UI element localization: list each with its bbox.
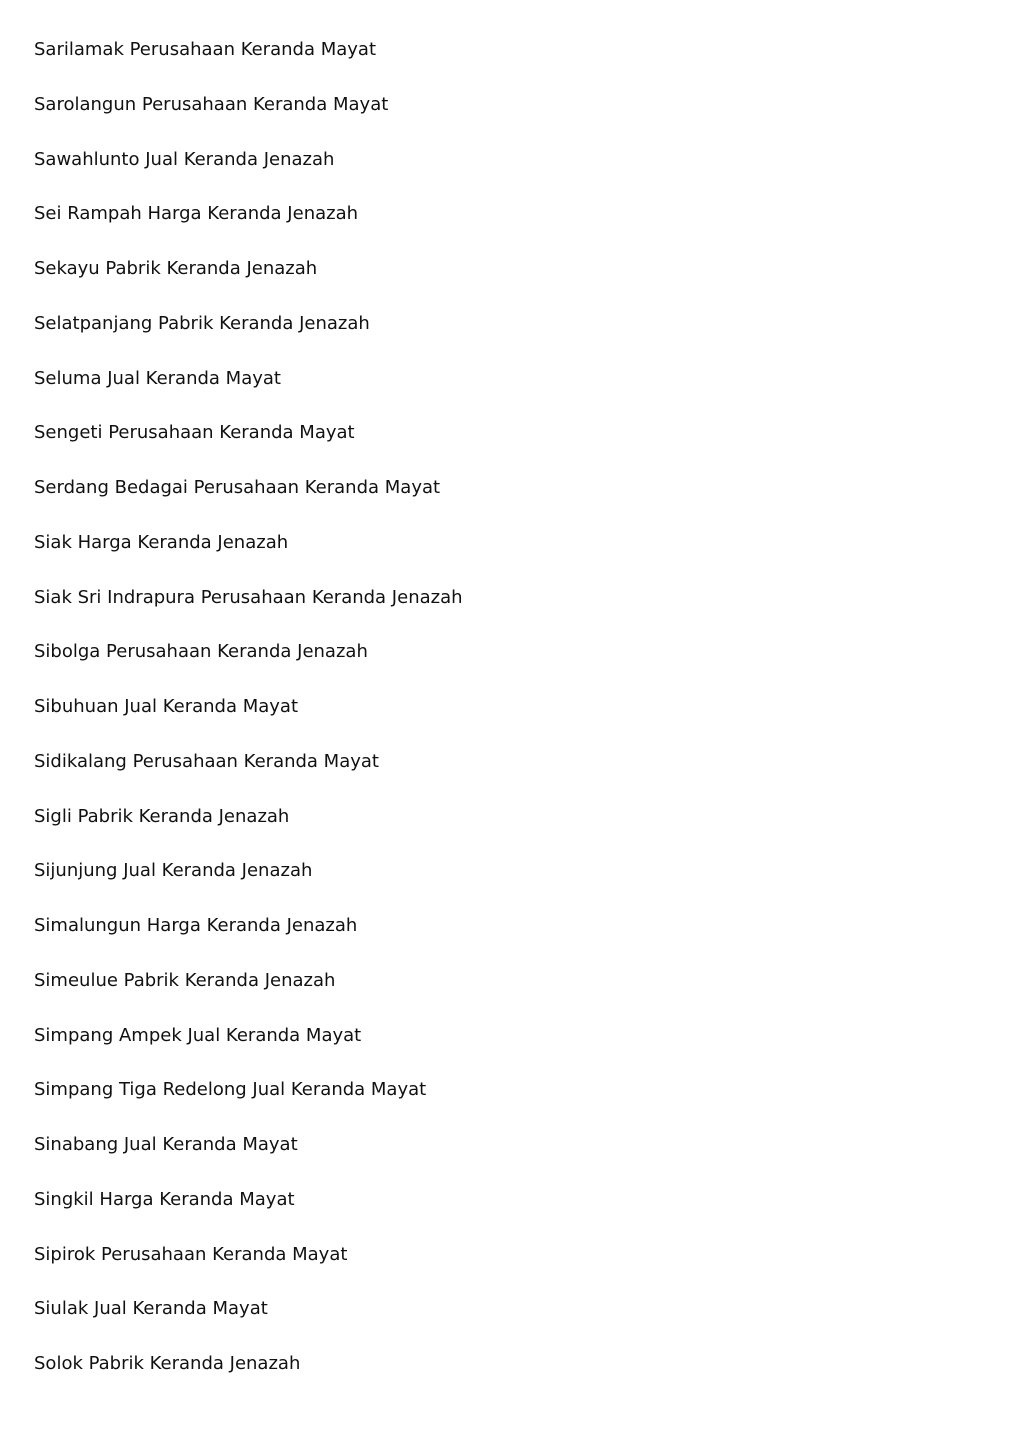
text-line: Sarilamak Perusahaan Keranda Mayat	[34, 39, 376, 60]
text-line: Solok Pabrik Keranda Jenazah	[34, 1353, 301, 1374]
text-line: Sipirok Perusahaan Keranda Mayat	[34, 1243, 348, 1265]
text-line: Sibolga Perusahaan Keranda Jenazah	[34, 641, 368, 663]
text-line: Siulak Jual Keranda Mayat	[34, 1298, 268, 1320]
text-line: Sei Rampah Harga Keranda Jenazah	[34, 203, 359, 225]
text-line: Simpang Ampek Jual Keranda Mayat	[34, 1024, 362, 1046]
text-line: Sengeti Perusahaan Keranda Mayat	[34, 422, 355, 444]
text-line: Simalungun Harga Keranda Jenazah	[34, 915, 358, 936]
text-line: Sarolangun Perusahaan Keranda Mayat	[34, 93, 389, 115]
text-line: Sinabang Jual Keranda Mayat	[34, 1134, 298, 1155]
text-line: Simpang Tiga Redelong Jual Keranda Mayat	[34, 1079, 427, 1101]
text-line: Selatpanjang Pabrik Keranda Jenazah	[34, 312, 370, 334]
text-line: Sibuhuan Jual Keranda Mayat	[34, 696, 299, 717]
text-line: Sawahlunto Jual Keranda Jenazah	[34, 148, 335, 170]
text-line: Siak Sri Indrapura Perusahaan Keranda Jenazah	[34, 586, 463, 608]
text-line: Sidikalang Perusahaan Keranda Mayat	[34, 750, 379, 772]
text-line: Simeulue Pabrik Keranda Jenazah	[34, 969, 336, 991]
text-line: Siak Harga Keranda Jenazah	[34, 531, 289, 553]
text-line: Serdang Bedagai Perusahaan Keranda Mayat	[34, 477, 441, 498]
text-line: Sigli Pabrik Keranda Jenazah	[34, 805, 290, 827]
text-line: Sijunjung Jual Keranda Jenazah	[34, 860, 313, 882]
text-line: Sekayu Pabrik Keranda Jenazah	[34, 258, 318, 279]
text-line-list	[34, 36, 463, 1405]
text-line: Seluma Jual Keranda Mayat	[34, 367, 281, 389]
text-line: Singkil Harga Keranda Mayat	[34, 1188, 295, 1210]
